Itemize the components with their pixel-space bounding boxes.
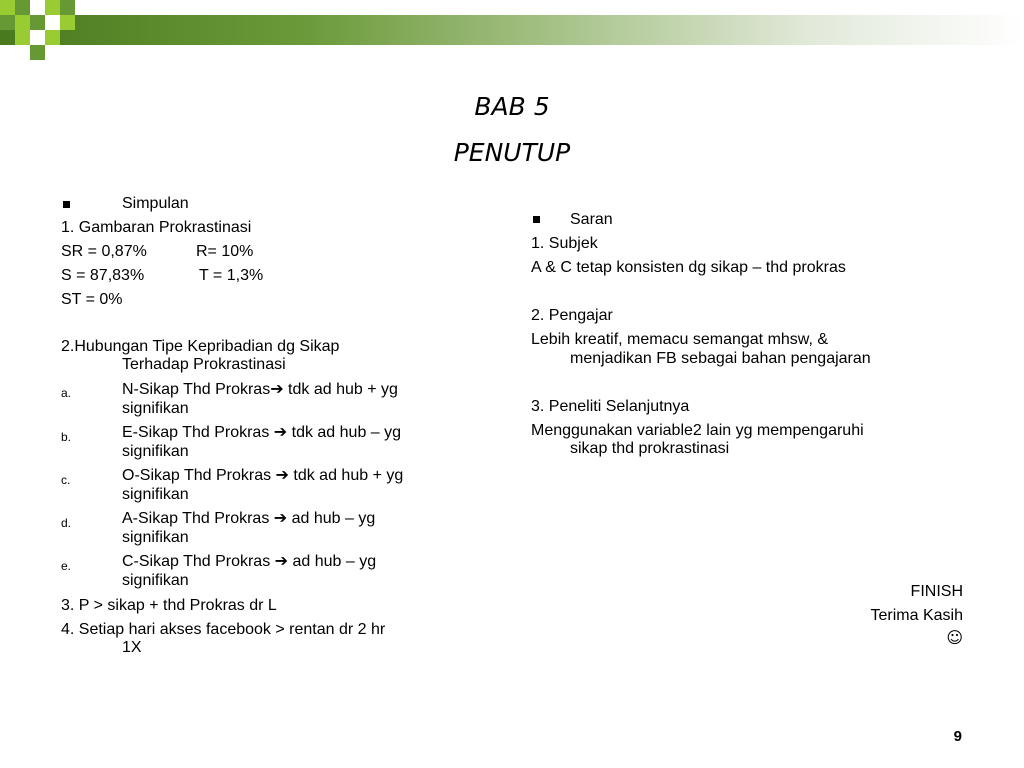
hubungan-line: 2.Hubungan Tipe Kepribadian dg Sikap xyxy=(61,338,340,355)
saran-heading: Saran xyxy=(570,211,613,228)
simpulan-heading: Simpulan xyxy=(122,195,189,212)
s-value: S = 87,83% xyxy=(61,267,145,284)
list-marker-a: a. xyxy=(61,386,72,400)
sr-value: SR = 0,87% xyxy=(61,243,147,260)
list-item-e: C-Sikap Thd Prokras ➔ ad hub – yg xyxy=(122,553,377,570)
list-item-b: E-Sikap Thd Prokras ➔ tdk ad hub – yg xyxy=(122,424,402,441)
pengajar-line: 2. Pengajar xyxy=(531,307,613,324)
subjek-detail: A & C tetap konsisten dg sikap – thd prokras xyxy=(531,259,846,276)
conclusion-3: 3. P > sikap + thd Prokras dr L xyxy=(61,597,277,614)
finish-text: FINISH xyxy=(910,583,963,600)
bullet-icon xyxy=(533,216,540,223)
pengajar-detail-cont: menjadikan FB sebagai bahan pengajaran xyxy=(570,350,871,367)
bullet-icon xyxy=(63,201,70,208)
header-gradient-bar xyxy=(0,15,1024,45)
smiley-icon: ☺ xyxy=(946,628,963,647)
conclusion-4: 4. Setiap hari akses facebook > rentan dr 2 hr xyxy=(61,621,386,638)
peneliti-detail: Menggunakan variable2 lain yg mempengaruhi xyxy=(531,422,864,439)
list-item-b-cont: signifikan xyxy=(122,443,189,460)
list-marker-b: b. xyxy=(61,430,72,444)
conclusion-4-cont: 1X xyxy=(122,639,142,656)
hubungan-line-cont: Terhadap Prokrastinasi xyxy=(122,356,286,373)
st-value: ST = 0% xyxy=(61,291,123,308)
title-line-2: PENUTUP xyxy=(453,138,571,167)
r-value: R= 10% xyxy=(196,243,254,260)
list-marker-e: e. xyxy=(61,559,72,573)
list-item-a-cont: signifikan xyxy=(122,400,189,417)
subjek-line: 1. Subjek xyxy=(531,235,598,252)
title-line-1: BAB 5 xyxy=(474,92,550,121)
list-item-a: N-Sikap Thd Prokras➔ tdk ad hub + yg xyxy=(122,381,398,398)
gambaran-line: 1. Gambaran Prokrastinasi xyxy=(61,219,252,236)
pengajar-detail: Lebih kreatif, memacu semangat mhsw, & xyxy=(531,331,829,348)
list-marker-c: c. xyxy=(61,473,71,487)
list-item-e-cont: signifikan xyxy=(122,572,189,589)
list-item-c-cont: signifikan xyxy=(122,486,189,503)
list-marker-d: d. xyxy=(61,516,72,530)
list-item-c: O-Sikap Thd Prokras ➔ tdk ad hub + yg xyxy=(122,467,404,484)
page-number: 9 xyxy=(953,728,962,745)
list-item-d: A-Sikap Thd Prokras ➔ ad hub – yg xyxy=(122,510,376,527)
thanks-text: Terima Kasih xyxy=(870,607,963,624)
list-item-d-cont: signifikan xyxy=(122,529,189,546)
t-value: T = 1,3% xyxy=(199,267,264,284)
peneliti-line: 3. Peneliti Selanjutnya xyxy=(531,398,690,415)
peneliti-detail-cont: sikap thd prokrastinasi xyxy=(570,440,730,457)
